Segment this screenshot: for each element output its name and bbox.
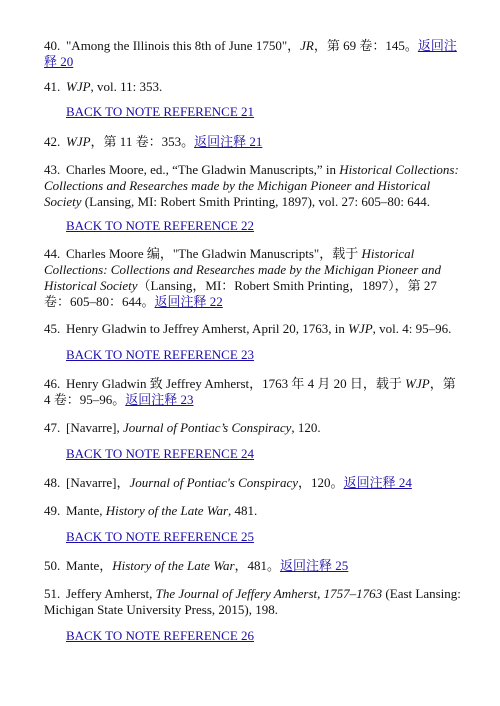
back-to-note-reference-link[interactable]: BACK TO NOTE REFERENCE 25 (66, 529, 255, 544)
note-text: (East Lansing: Michigan State University Press, 2015), 198. (44, 586, 461, 617)
endnote-47 (44, 420, 464, 436)
note-text: "Among the Illinois this 8th of June 1750"， (66, 38, 301, 53)
note-text: ，第 4 卷：95–96。 (44, 376, 456, 407)
note-number: 40. (44, 38, 61, 53)
note-text: Charles Moore 编，"The Gladwin Manuscripts"，载于 (66, 246, 362, 261)
note-number: 41. (44, 79, 61, 94)
note-title: Journal of Pontiac's Conspiracy (129, 475, 299, 490)
note-title: WJP (66, 79, 91, 94)
note-text: ，第 11 卷：353。 (90, 134, 195, 149)
note-text: Henry Gladwin to Jeffrey Amherst, April 20, 1763, in (66, 321, 349, 336)
return-to-note-link[interactable]: 返回注释 21 (194, 134, 263, 149)
back-to-note-reference-link[interactable]: BACK TO NOTE REFERENCE 23 (66, 347, 255, 362)
note-text: Charles Moore, ed., “The Gladwin Manuscripts,” in (66, 162, 340, 177)
return-to-note-link[interactable]: 返回注释 25 (280, 558, 349, 573)
note-number: 47. (44, 420, 61, 435)
back-to-note-reference-link[interactable]: BACK TO NOTE REFERENCE 24 (66, 446, 255, 461)
endnote-50 (44, 558, 464, 574)
return-to-note-link[interactable]: 返回注释 24 (343, 475, 412, 490)
note-text: , vol. 4: 95–96. (372, 321, 452, 336)
note-title: Historical Collections: Collections and Researches made by the Michigan Pioneer and Historical Society (44, 246, 442, 293)
note-text: Mante， (66, 558, 113, 573)
endnote-48 (44, 475, 464, 491)
note-text: , vol. 11: 353. (90, 79, 163, 94)
note-number: 45. (44, 321, 61, 336)
note-title: JR (300, 38, 314, 53)
note-text: [Navarre]， (66, 475, 130, 490)
back-to-note-reference-link[interactable]: BACK TO NOTE REFERENCE 26 (66, 628, 255, 643)
note-text: Mante, (66, 503, 106, 518)
endnote-44 (44, 246, 464, 310)
note-title: Historical Collections: Collections and Researches made by the Michigan Pioneer and Historical Society (44, 162, 459, 209)
endnote-40 (44, 38, 464, 70)
note-text: Henry Gladwin 致 Jeffrey Amherst，1763 年 4 月 20 日，载于 (66, 376, 406, 391)
note-number: 49. (44, 503, 61, 518)
endnote-41 (44, 79, 464, 95)
note-number: 42. (44, 134, 61, 149)
note-number: 43. (44, 162, 61, 177)
note-text: Jeffery Amherst, (66, 586, 156, 601)
note-number: 50. (44, 558, 61, 573)
note-text: ，第 69 卷：145。 (313, 38, 418, 53)
note-text: (Lansing, MI: Robert Smith Printing, 1897), vol. 27: 605–80: 644. (81, 194, 431, 209)
endnote-51 (44, 586, 464, 618)
note-number: 44. (44, 246, 61, 261)
note-text: [Navarre], (66, 420, 124, 435)
note-text: ，120。 (298, 475, 344, 490)
note-number: 48. (44, 475, 61, 490)
endnote-46 (44, 376, 464, 408)
endnote-42 (44, 134, 464, 150)
return-to-note-link[interactable]: 返回注释 23 (125, 392, 194, 407)
endnote-45 (44, 321, 464, 337)
note-text: （Lansing，MI：Robert Smith Printing，1897），第 27 卷：605–80：644。 (44, 278, 437, 309)
note-title: WJP (405, 376, 430, 391)
return-to-note-link[interactable]: 返回注释 20 (44, 38, 457, 69)
back-to-note-reference-link[interactable]: BACK TO NOTE REFERENCE 21 (66, 104, 255, 119)
return-to-note-link[interactable]: 返回注释 22 (154, 294, 223, 309)
note-title: History of the Late War (112, 558, 235, 573)
note-number: 46. (44, 376, 61, 391)
note-number: 51. (44, 586, 61, 601)
endnote-43 (44, 162, 464, 210)
note-title: The Journal of Jeffery Amherst, 1757–1763 (155, 586, 383, 601)
note-text: , 481. (228, 503, 258, 518)
note-title: WJP (66, 134, 91, 149)
note-text: , 120. (291, 420, 321, 435)
note-title: History of the Late War (105, 503, 229, 518)
note-text: ，481。 (234, 558, 281, 573)
back-to-note-reference-link[interactable]: BACK TO NOTE REFERENCE 22 (66, 218, 255, 233)
note-title: Journal of Pontiac’s Conspiracy (123, 420, 292, 435)
note-title: WJP (348, 321, 373, 336)
endnote-49 (44, 503, 464, 519)
